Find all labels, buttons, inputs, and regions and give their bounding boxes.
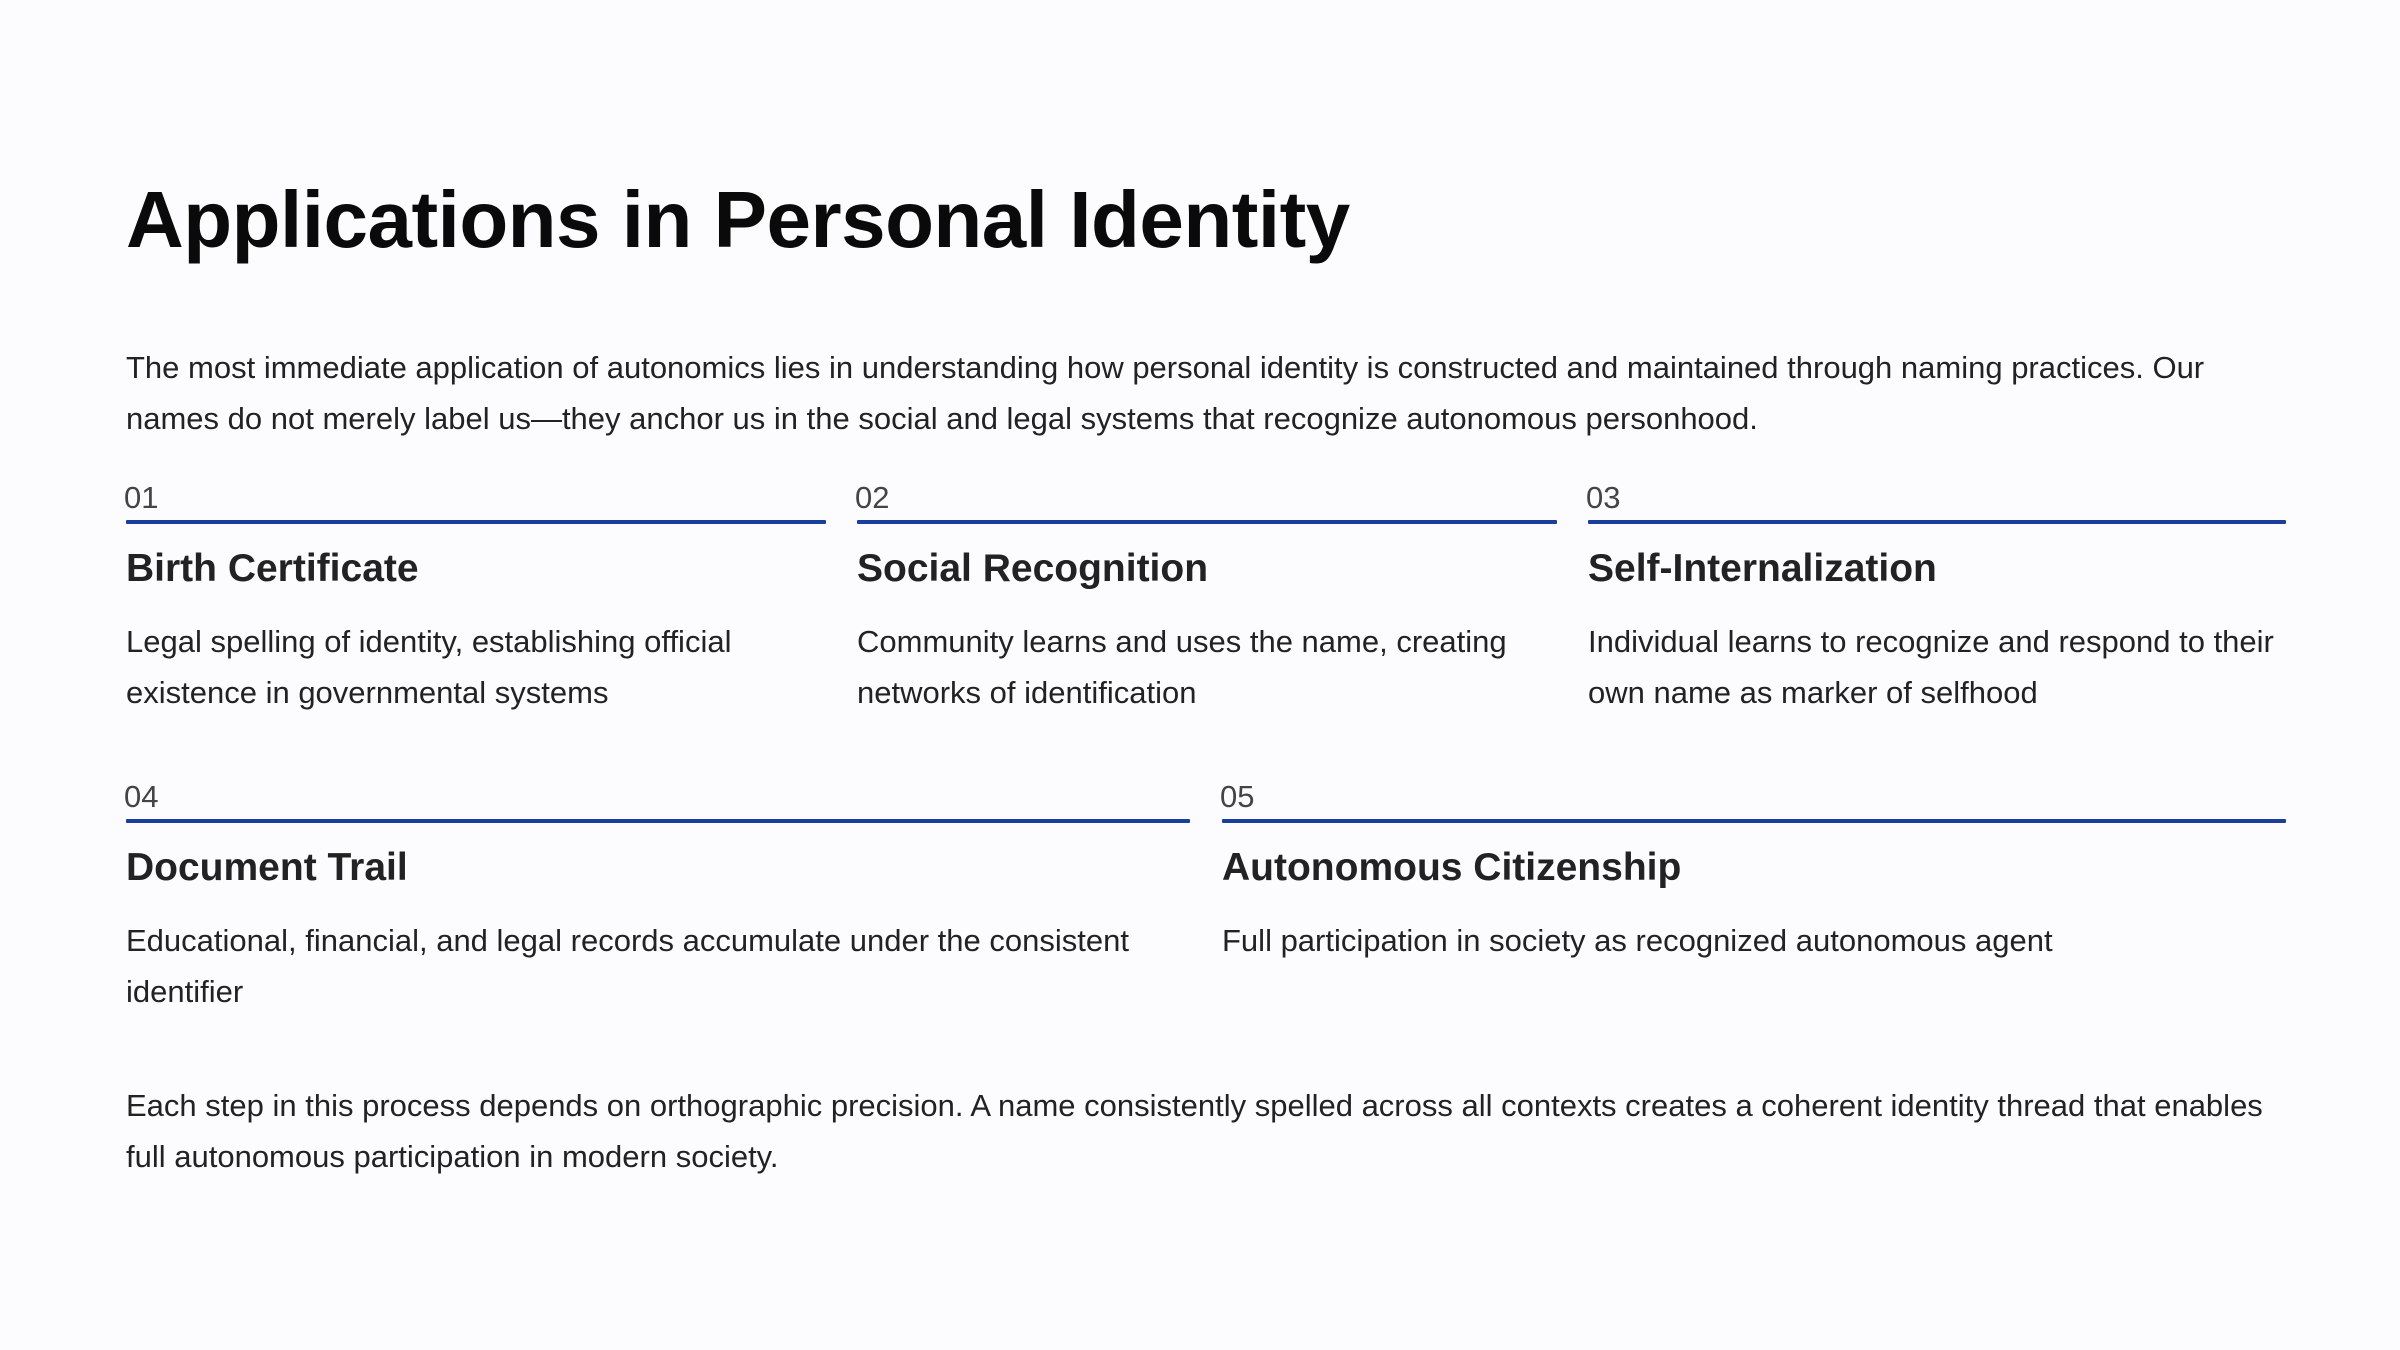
step-description: Full participation in society as recognized autonomous agent [1222,923,2053,958]
step-description: Educational, financial, and legal records accumulate under the consistent identifier [126,923,1129,1009]
closing-paragraph: Each step in this process depends on orthographic precision. A name consistently spelled across all contexts creates a coherent identity thread that enables full autonomous participation in modern society. [126,1088,2263,1174]
step-title: Document Trail [126,846,408,889]
step-card-document-trail [126,781,1190,1017]
step-card-birth-certificate [126,482,826,718]
step-number: 04 [124,779,159,814]
step-number: 05 [1220,779,1255,814]
step-title: Birth Certificate [126,547,419,590]
step-title: Self-Internalization [1588,547,1937,590]
step-number: 03 [1586,480,1621,515]
step-description: Individual learns to recognize and respond to their own name as marker of selfhood [1588,624,2274,710]
step-title: Autonomous Citizenship [1222,846,1682,889]
step-title: Social Recognition [857,547,1209,590]
step-description: Legal spelling of identity, establishing official existence in governmental systems [126,624,732,710]
step-description: Community learns and uses the name, creating networks of identification [857,624,1507,710]
step-divider [126,819,1190,823]
step-card-social-recognition [857,482,1557,718]
step-divider [1222,819,2286,823]
page-title: Applications in Personal Identity [126,175,1350,264]
step-divider [1588,520,2286,524]
step-card-self-internalization [1588,482,2286,718]
step-divider [857,520,1557,524]
step-card-autonomous-citizenship [1222,781,2286,966]
step-number: 02 [855,480,890,515]
step-number: 01 [124,480,159,515]
intro-paragraph: The most immediate application of autonomics lies in understanding how personal identity is constructed and maintained through naming practices. Our names do not merely label us—they anchor us in the social and legal systems that recognize autonomous personhood. [126,350,2205,436]
step-divider [126,520,826,524]
